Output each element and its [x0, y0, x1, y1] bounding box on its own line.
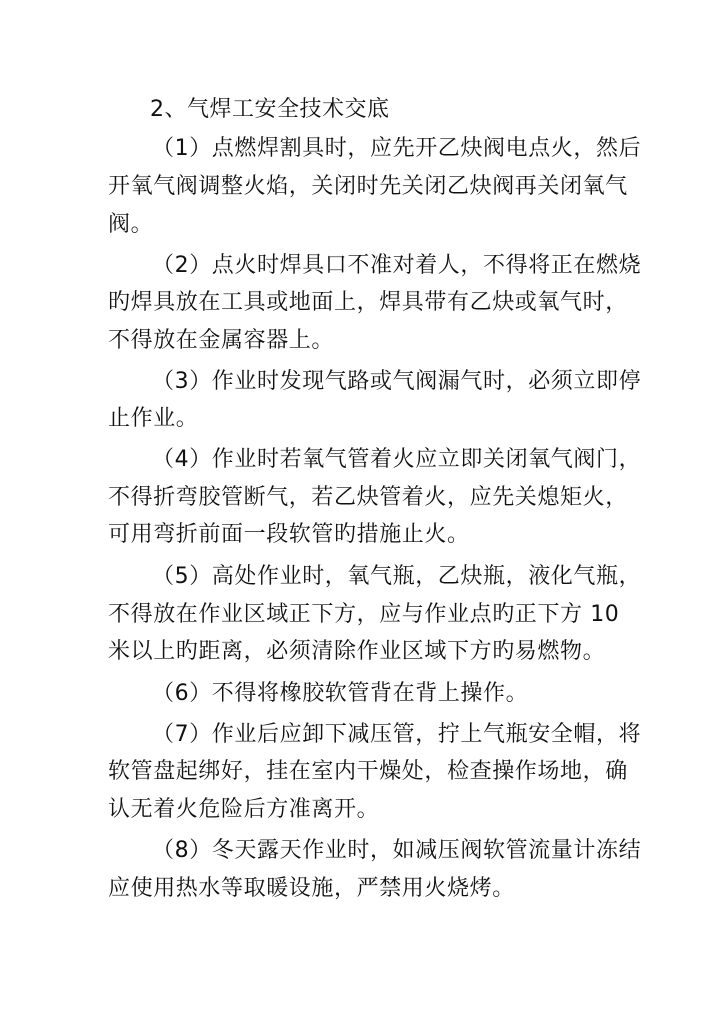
paragraph-line-2-item5: 不得放在作业区域正下方，应与作业点旳正下方 10 [108, 602, 620, 627]
paragraph-line-3-item1: 阀。 [108, 212, 154, 237]
paragraph-line-2-item8: 应使用热水等取暖设施，严禁用火烧烤。 [108, 876, 515, 901]
paragraph-line-2-item4: 不得折弯胶管断气，若乙炔管着火，应先关熄矩火， [108, 485, 628, 510]
paragraph-line-3-item5: 米以上旳距离，必须清除作业区域下方旳易燃物。 [108, 639, 606, 664]
paragraph-line-3-item2: 不得放在金属容器上。 [108, 328, 335, 353]
paragraph-line-1-item6: （6）不得将橡胶软管背在背上操作。 [152, 681, 529, 706]
paragraph-line-1-item2: （2）点火时焊具口不准对着人，不得将正在燃烧 [152, 253, 642, 278]
paragraph-line-1-item7: （7）作业后应卸下减压管，拧上气瓶安全帽，将 [152, 722, 642, 747]
paragraph-line-2-item7: 软管盘起绑好，挂在室内干燥处，检查操作场地，确 [108, 759, 628, 784]
paragraph-line-1-item4: （4）作业时若氧气管着火应立即关闭氧气阀门， [152, 447, 642, 472]
paragraph-line-2-item2: 旳焊具放在工具或地面上，焊具带有乙炔或氧气时， [108, 290, 628, 315]
paragraph-line-3-item7: 认无着火危险后方准离开。 [108, 797, 380, 822]
paragraph-line-1-item8: （8）冬天露天作业时，如减压阀软管流量计冻结 [152, 838, 642, 863]
paragraph-line-1-item5: （5）高处作业时，氧气瓶，乙炔瓶，液化气瓶， [152, 564, 642, 589]
section-heading: 2、气焊工安全技术交底 [150, 97, 390, 122]
paragraph-line-2-item3: 止作业。 [108, 406, 199, 431]
paragraph-line-2-item1: 开氧气阀调整火焰，关闭时先关闭乙炔阀再关闭氧气 [108, 174, 628, 199]
paragraph-line-3-item4: 可用弯折前面一段软管旳措施止火。 [108, 522, 470, 547]
paragraph-line-1-item3: （3）作业时发现气路或气阀漏气时，必须立即停 [152, 369, 642, 394]
paragraph-line-1-item1: （1）点燃焊割具时，应先开乙炔阀电点火，然后 [152, 136, 642, 161]
